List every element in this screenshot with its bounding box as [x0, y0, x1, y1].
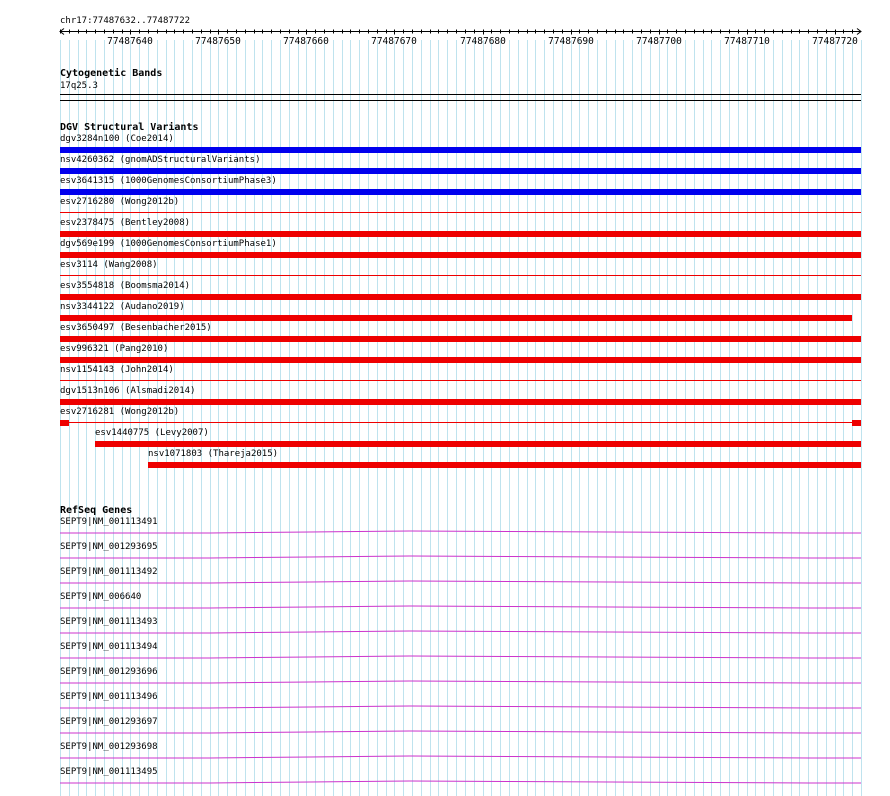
refseq-gene-label[interactable]: SEPT9|NM_001293697	[60, 717, 158, 727]
refseq-gene-model[interactable]	[60, 778, 870, 784]
dgv-feature-bar[interactable]	[60, 275, 861, 276]
dgv-feature-bar[interactable]	[60, 294, 861, 300]
ruler-tick-label: 77487640	[107, 36, 153, 47]
cyto-track-title: Cytogenetic Bands	[60, 68, 163, 79]
dgv-feature-label[interactable]: esv3641315 (1000GenomesConsortiumPhase3)	[60, 176, 277, 186]
dgv-feature-bar[interactable]	[60, 168, 861, 174]
dgv-feature-label[interactable]: nsv1154143 (John2014)	[60, 365, 174, 375]
refseq-gene-line[interactable]	[60, 556, 861, 558]
refseq-gene-label[interactable]: SEPT9|NM_001113495	[60, 767, 158, 777]
ruler-tick-label: 77487670	[371, 36, 417, 47]
dgv-feature-bar[interactable]	[60, 212, 861, 213]
ruler-tick-label: 77487700	[636, 36, 682, 47]
refseq-gene-label[interactable]: SEPT9|NM_001113494	[60, 642, 158, 652]
refseq-gene-label[interactable]: SEPT9|NM_001113491	[60, 517, 158, 527]
dgv-feature-bar[interactable]	[60, 252, 861, 258]
dgv-feature-block[interactable]	[60, 420, 69, 426]
ruler-tick-label: 77487680	[460, 36, 506, 47]
dgv-feature-bar[interactable]	[95, 441, 861, 447]
dgv-feature-label[interactable]: dgv569e199 (1000GenomesConsortiumPhase1)	[60, 239, 277, 249]
refseq-gene-line[interactable]	[60, 656, 861, 658]
dgv-feature-label[interactable]: dgv3284n100 (Coe2014)	[60, 134, 174, 144]
dgv-feature-label[interactable]: esv1440775 (Levy2007)	[95, 428, 209, 438]
cyto-band-line-2	[60, 100, 861, 101]
ruler-tick-label: 77487690	[548, 36, 594, 47]
dgv-feature-label[interactable]: dgv1513n106 (Alsmadi2014)	[60, 386, 196, 396]
refseq-gene-label[interactable]: SEPT9|NM_001293695	[60, 542, 158, 552]
refseq-track-title: RefSeq Genes	[60, 505, 133, 516]
ruler-tick-label: 77487710	[724, 36, 770, 47]
dgv-feature-label[interactable]: esv3650497 (Besenbacher2015)	[60, 323, 212, 333]
refseq-gene-model[interactable]	[60, 753, 870, 759]
dgv-feature-bar[interactable]	[148, 462, 861, 468]
refseq-gene-line[interactable]	[60, 531, 861, 533]
ruler-range-label: chr17:77487632..77487722	[60, 16, 191, 26]
dgv-feature-bar[interactable]	[60, 399, 861, 405]
refseq-gene-model[interactable]	[60, 653, 870, 659]
dgv-feature-intron[interactable]	[60, 422, 861, 423]
dgv-feature-label[interactable]: nsv3344122 (Audano2019)	[60, 302, 185, 312]
refseq-gene-label[interactable]: SEPT9|NM_001113496	[60, 692, 158, 702]
refseq-gene-label[interactable]: SEPT9|NM_006640	[60, 592, 142, 602]
ruler-tick-label: 77487720	[812, 36, 858, 47]
refseq-gene-label[interactable]: SEPT9|NM_001293698	[60, 742, 158, 752]
refseq-gene-model[interactable]	[60, 678, 870, 684]
ruler[interactable]	[0, 0, 890, 60]
cyto-band-line-1	[60, 94, 861, 95]
refseq-gene-line[interactable]	[60, 606, 861, 608]
dgv-feature-bar[interactable]	[60, 231, 861, 237]
dgv-feature-bar[interactable]	[60, 336, 861, 342]
refseq-gene-line[interactable]	[60, 631, 861, 633]
ruler-tick-label: 77487660	[283, 36, 329, 47]
dgv-track-title: DGV Structural Variants	[60, 122, 199, 133]
refseq-gene-line[interactable]	[60, 756, 861, 758]
refseq-gene-model[interactable]	[60, 728, 870, 734]
refseq-gene-model[interactable]	[60, 703, 870, 709]
dgv-feature-label[interactable]: esv2716281 (Wong2012b)	[60, 407, 180, 417]
refseq-gene-line[interactable]	[60, 731, 861, 733]
dgv-feature-bar[interactable]	[60, 380, 861, 381]
dgv-feature-bar[interactable]	[60, 147, 861, 153]
refseq-gene-model[interactable]	[60, 628, 870, 634]
dgv-feature-label[interactable]: esv3114 (Wang2008)	[60, 260, 158, 270]
dgv-feature-bar[interactable]	[60, 315, 852, 321]
dgv-feature-bar[interactable]	[60, 189, 861, 195]
dgv-feature-label[interactable]: nsv1071803 (Thareja2015)	[148, 449, 279, 459]
refseq-gene-model[interactable]	[60, 603, 870, 609]
refseq-gene-line[interactable]	[60, 781, 861, 783]
dgv-feature-label[interactable]: esv2378475 (Bentley2008)	[60, 218, 191, 228]
refseq-gene-line[interactable]	[60, 681, 861, 683]
refseq-gene-line[interactable]	[60, 581, 861, 583]
ruler-tick-label: 77487650	[195, 36, 241, 47]
refseq-gene-label[interactable]: SEPT9|NM_001293696	[60, 667, 158, 677]
refseq-gene-model[interactable]	[60, 578, 870, 584]
dgv-feature-bar[interactable]	[60, 357, 861, 363]
dgv-feature-label[interactable]: esv2716280 (Wong2012b)	[60, 197, 180, 207]
refseq-gene-model[interactable]	[60, 553, 870, 559]
dgv-feature-label[interactable]: esv3554818 (Boomsma2014)	[60, 281, 191, 291]
dgv-feature-block[interactable]	[852, 420, 861, 426]
refseq-gene-label[interactable]: SEPT9|NM_001113493	[60, 617, 158, 627]
refseq-gene-label[interactable]: SEPT9|NM_001113492	[60, 567, 158, 577]
refseq-gene-line[interactable]	[60, 706, 861, 708]
refseq-gene-model[interactable]	[60, 528, 870, 534]
dgv-feature-label[interactable]: esv996321 (Pang2010)	[60, 344, 169, 354]
dgv-feature-label[interactable]: nsv4260362 (gnomADStructuralVariants)	[60, 155, 261, 165]
cyto-band-label[interactable]: 17q25.3	[60, 81, 98, 91]
